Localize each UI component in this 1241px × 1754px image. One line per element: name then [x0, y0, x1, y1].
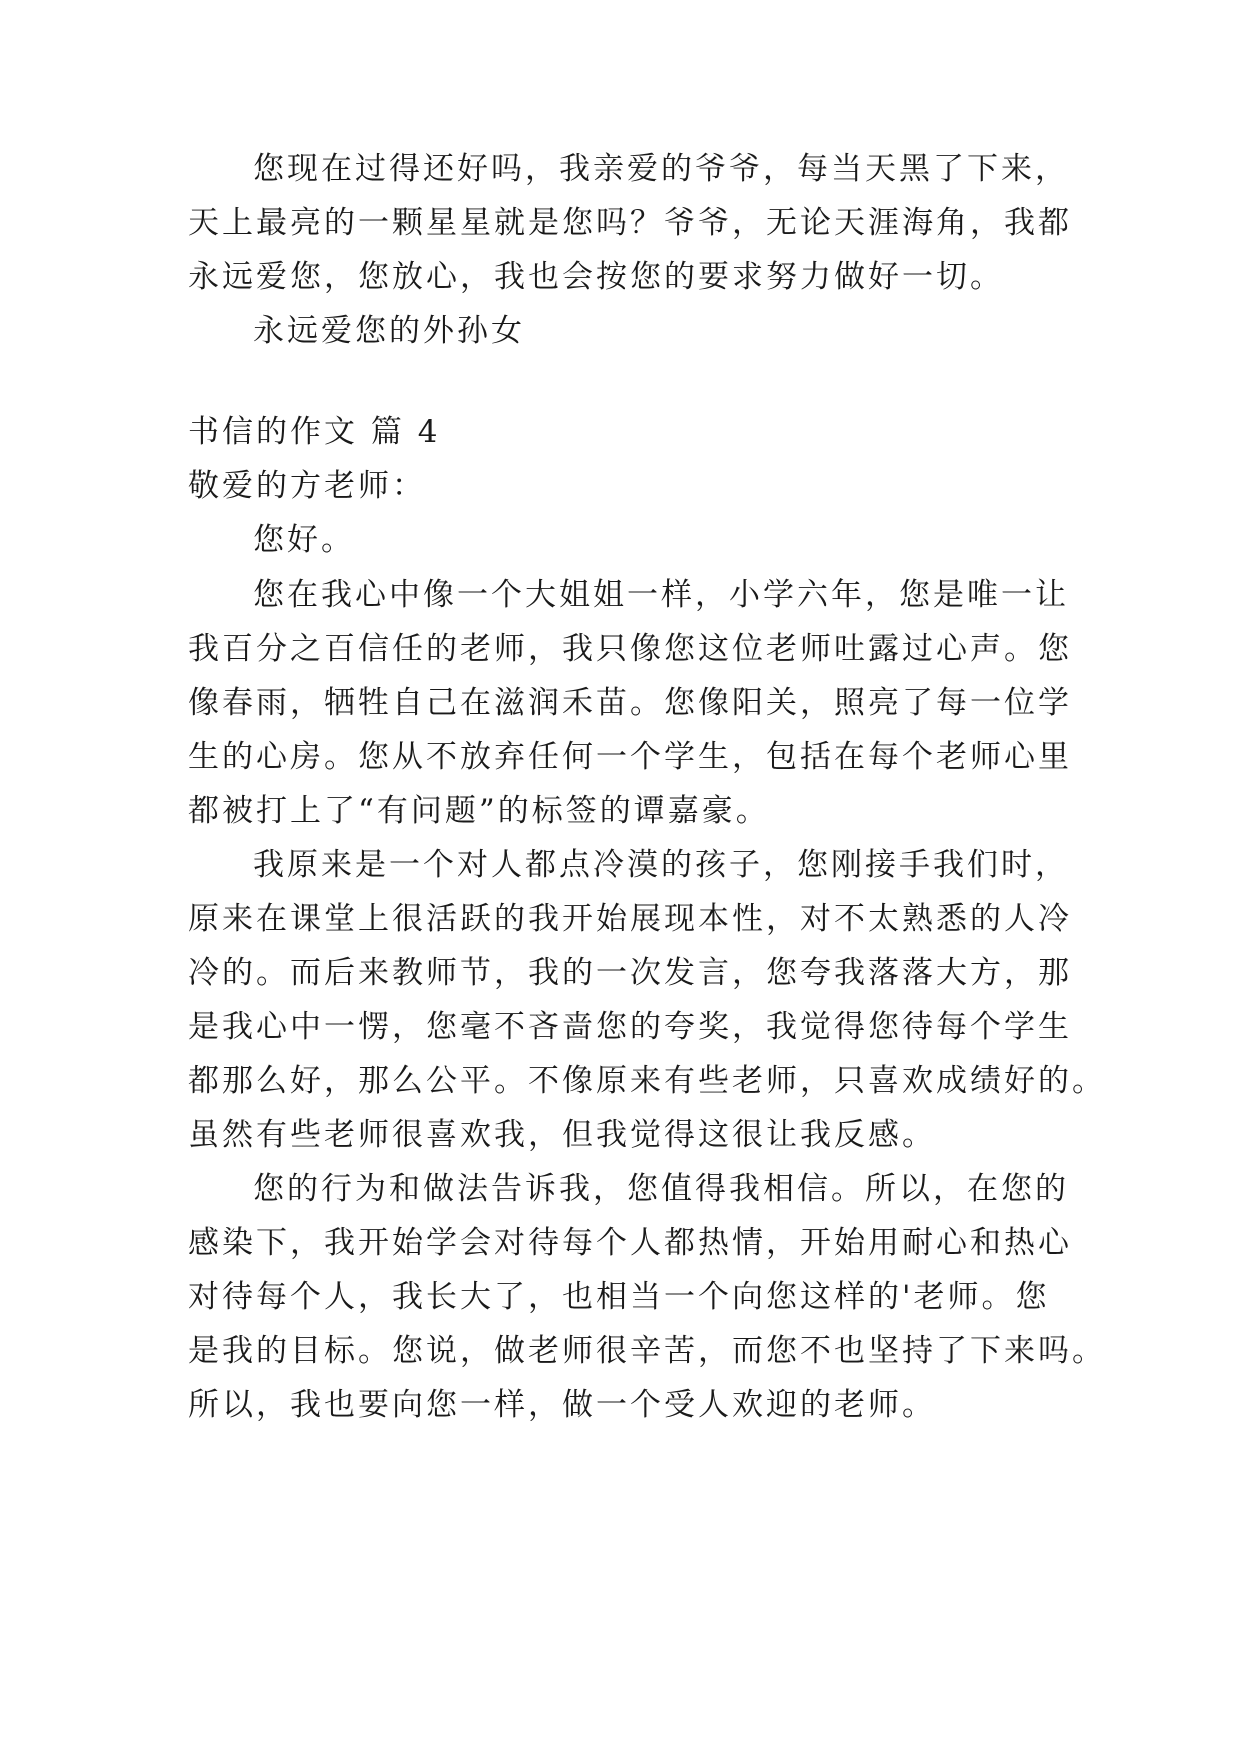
text-line: 您的行为和做法告诉我，您值得我相信。所以，在您的: [253, 1171, 1069, 1207]
text-line: 我百分之百信任的老师，我只像您这位老师吐露过心声。您: [188, 631, 1072, 667]
section-heading: 书信的作文 篇 4: [188, 414, 441, 450]
text-line: 生的心房。您从不放弃任何一个学生，包括在每个老师心里: [188, 739, 1072, 775]
text-line: 您在我心中像一个大姐姐一样，小学六年，您是唯一让: [253, 577, 1069, 613]
text-line: 永远爱您，您放心，我也会按您的要求努力做好一切。: [188, 259, 1004, 295]
greeting: 您好。: [253, 522, 355, 558]
signature: 永远爱您的外孙女: [253, 313, 525, 349]
text-line: 我原来是一个对人都点冷漠的孩子，您刚接手我们时，: [253, 847, 1069, 883]
text-line: 都那么好，那么公平。不像原来有些老师，只喜欢成绩好的。: [188, 1063, 1106, 1099]
text-line: 所以，我也要向您一样，做一个受人欢迎的老师。: [188, 1387, 936, 1423]
text-line: 是我心中一愣，您毫不吝啬您的夸奖，我觉得您待每个学生: [188, 1009, 1072, 1045]
text-line: 冷的。而后来教师节，我的一次发言，您夸我落落大方，那: [188, 955, 1072, 991]
text-line: 您现在过得还好吗，我亲爱的爷爷，每当天黑了下来，: [253, 151, 1069, 187]
text-line: 像春雨，牺牲自己在滋润禾苗。您像阳关，照亮了每一位学: [188, 685, 1072, 721]
text-line: 原来在课堂上很活跃的我开始展现本性，对不太熟悉的人冷: [188, 901, 1072, 937]
text-line: 对待每个人，我长大了，也相当一个向您这样的'老师。您: [188, 1279, 1050, 1315]
text-line: 都被打上了“有问题”的标签的谭嘉豪。: [188, 793, 770, 829]
text-line: 感染下，我开始学会对待每个人都热情，开始用耐心和热心: [188, 1225, 1072, 1261]
salutation: 敬爱的方老师：: [188, 468, 426, 504]
text-line: 天上最亮的一颗星星就是您吗？爷爷，无论天涯海角，我都: [188, 205, 1072, 241]
text-line: 虽然有些老师很喜欢我，但我觉得这很让我反感。: [188, 1117, 936, 1153]
text-line: 是我的目标。您说，做老师很辛苦，而您不也坚持了下来吗。: [188, 1333, 1106, 1369]
